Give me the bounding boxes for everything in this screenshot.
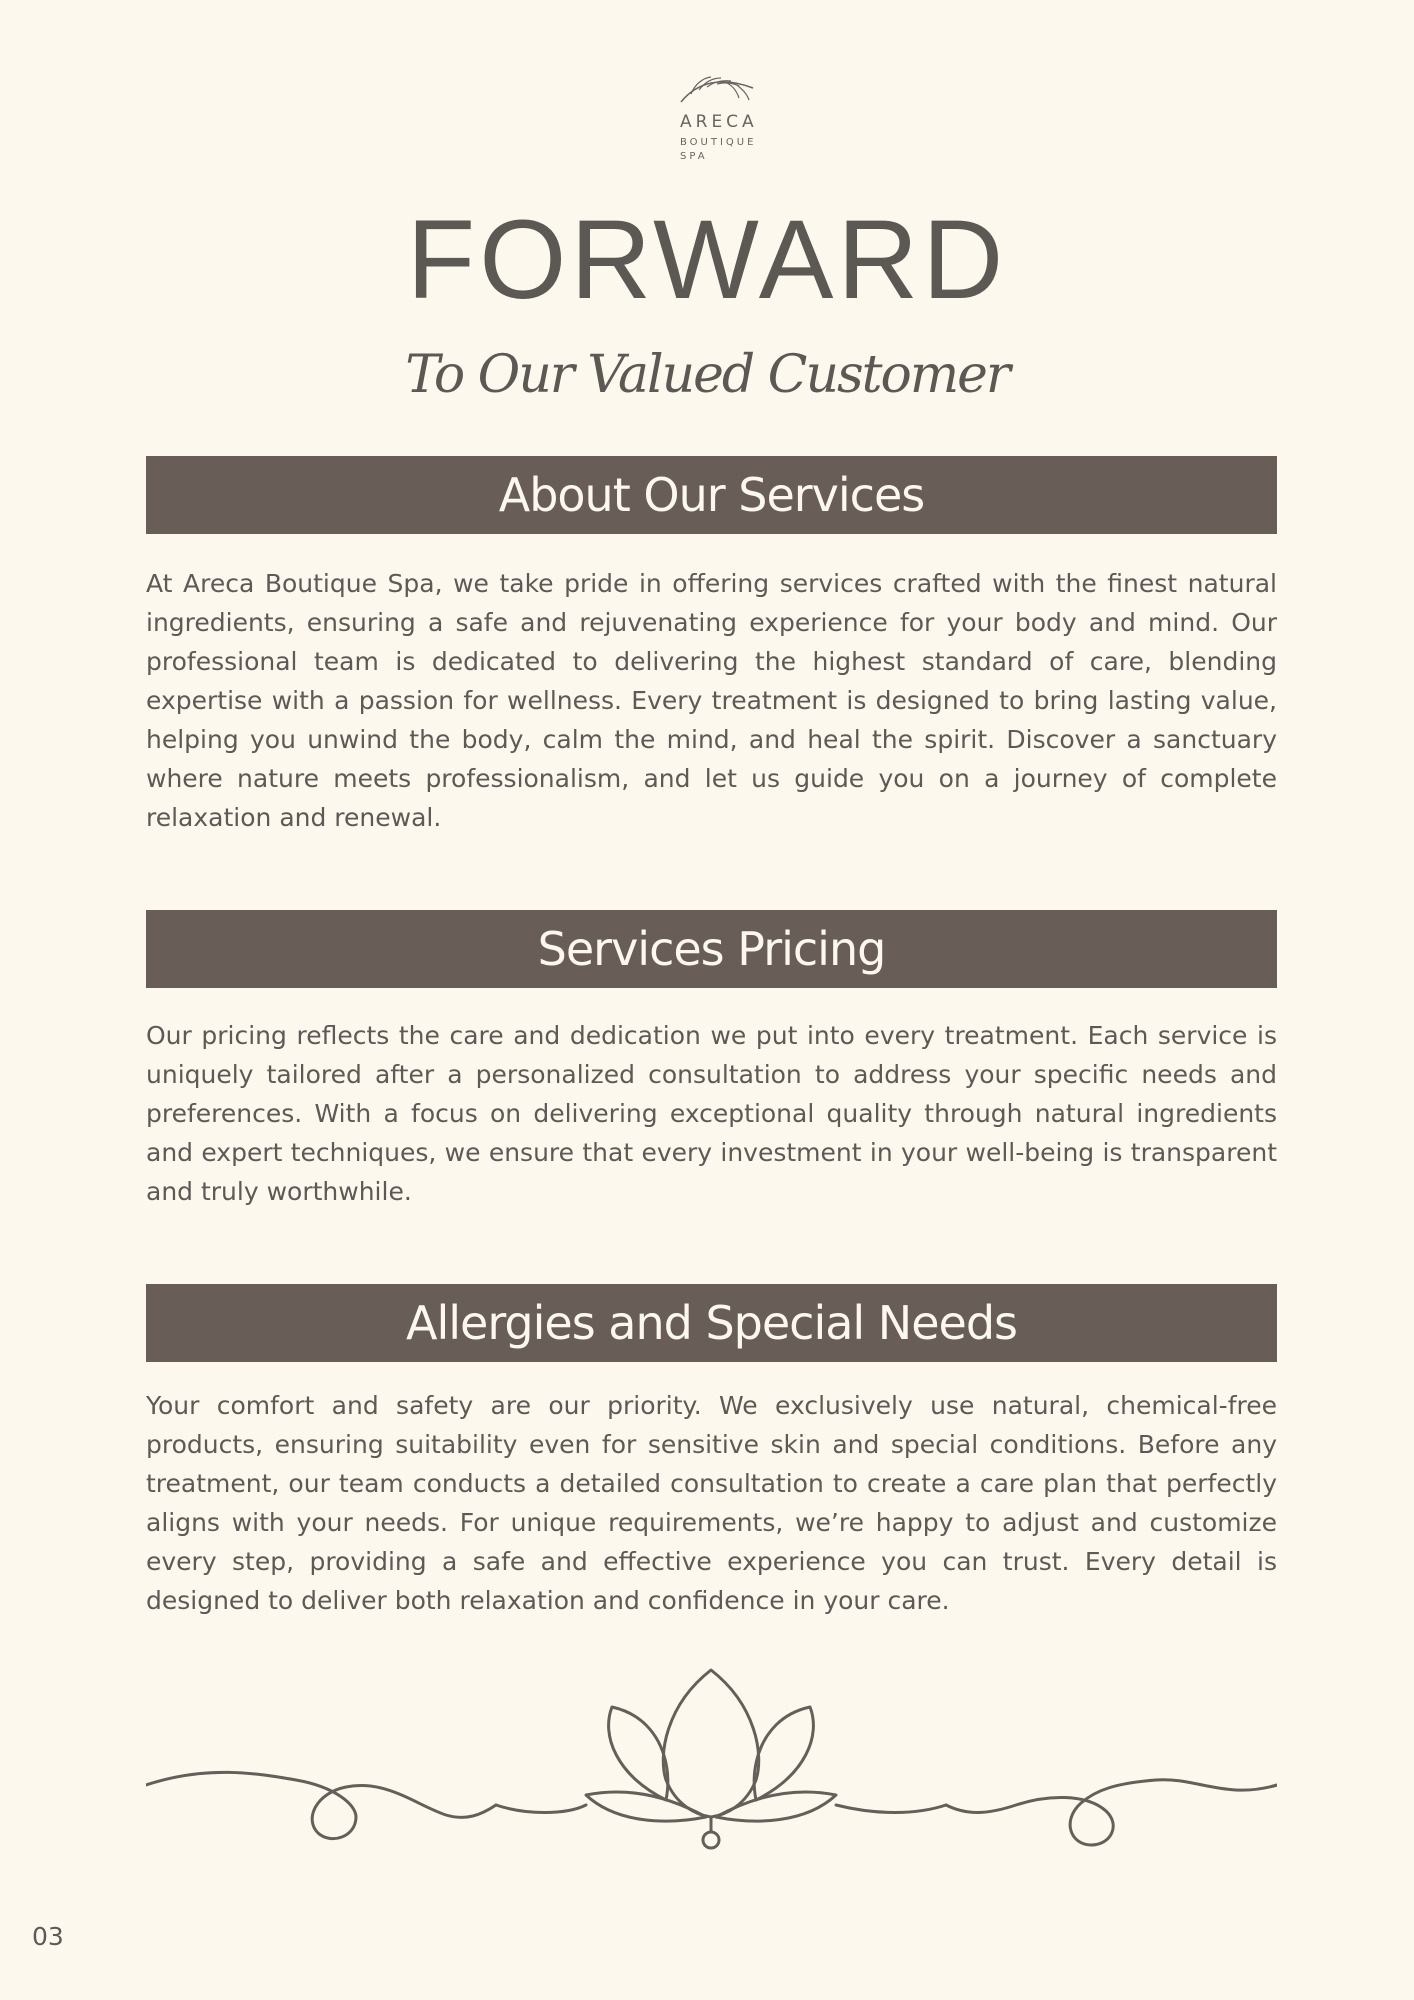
page-subtitle: To Our Valued Customer — [405, 345, 1009, 405]
logo-subtitle — [680, 136, 756, 164]
page-number: 03 — [32, 1922, 64, 1951]
brand-logo — [667, 72, 767, 172]
section-heading-services-pricing: Services Pricing — [146, 910, 1277, 988]
leaf-icon — [677, 72, 757, 108]
logo-sub-line1: BOUTIQUE — [680, 137, 757, 148]
section-body-about-services: At Areca Boutique Spa, we take pride in offering services crafted with the finest natural ingredients, ensuring a safe and rejuvenating experience for your body and mind. Our professional team is dedicated to delivering the highest standard of care, blending expertise with a passion for wellness. Every treatment is designed to bring lasting value, helping you unwind the body, calm the mind, and heal the spirit. Discover a sanctuary where nature meets professionalism, and let us guide you on a journey of complete relaxation and renewal. — [146, 569, 1277, 832]
section-heading-allergies: Allergies and Special Needs — [146, 1284, 1277, 1362]
section-heading-about-services: About Our Services — [146, 456, 1277, 534]
logo-sub-line2: SPA — [680, 151, 708, 162]
section-body-allergies: Your comfort and safety are our priority. We exclusively use natural, chemical-free products, ensuring suitability even for sensitive skin and special conditions. Before any treatment, our team conducts a detailed consultation to create a care plan that perfectly aligns with your needs. For unique requirements, we’re happy to adjust and customize every step, providing a safe and effective experience you can trust. Every detail is designed to deliver both relaxation and confidence in your care. — [146, 1391, 1277, 1615]
page-title: FORWARD — [406, 197, 1008, 322]
section-body-services-pricing: Our pricing reflects the care and dedication we put into every treatment. Each service is uniquely tailored after a personalized consultation to address your specific needs and preferences. With a focus on delivering exceptional quality through natural ingredients and expert techniques, we ensure that every investment in your well-being is transparent and truly worthwhile. — [146, 1021, 1277, 1206]
lotus-icon — [146, 1665, 1277, 1865]
logo-name: ARECA — [680, 112, 758, 132]
